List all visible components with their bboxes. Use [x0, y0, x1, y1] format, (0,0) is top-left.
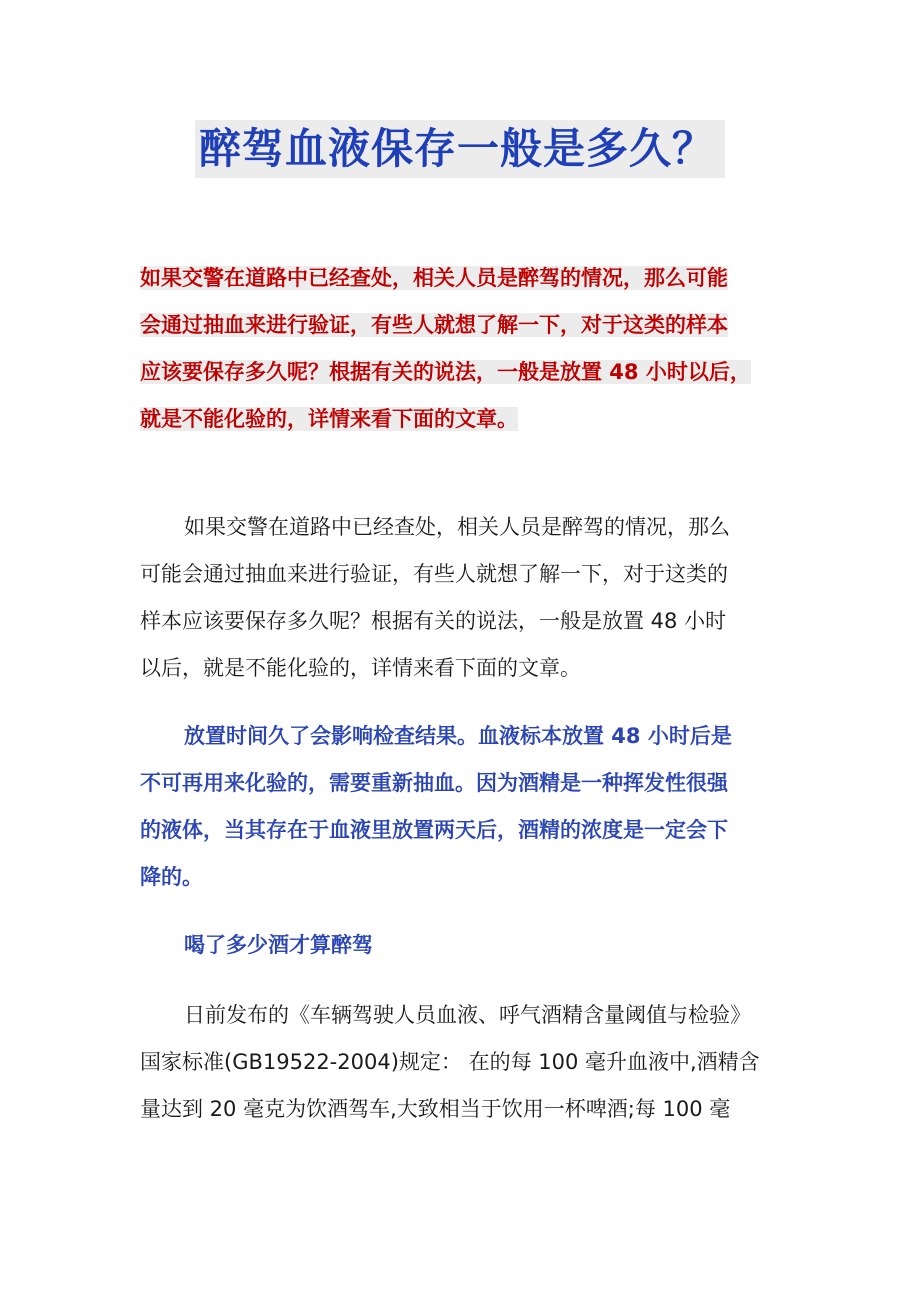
paragraph-line: 量达到 20 毫克为饮酒驾车,大致相当于饮用一杯啤酒;每 100 毫 [140, 1097, 731, 1121]
summary-line-text: 会通过抽血来进行验证，有些人就想了解一下，对于这类的样本 [140, 313, 728, 337]
paragraph-line: 如果交警在道路中已经查处，相关人员是醉驾的情况，那么 [184, 515, 730, 539]
page-title: 醉驾血液保存一般是多久？ [195, 120, 725, 178]
summary-line-text: 如果交警在道路中已经查处，相关人员是醉驾的情况，那么可能 [140, 266, 728, 290]
summary-line-text: 就是不能化验的，详情来看下面的文章。 [140, 407, 518, 431]
paragraph-line: 放置时间久了会影响检查结果。血液标本放置 48 小时后是 [184, 724, 732, 748]
summary-line [140, 255, 785, 302]
paragraph-line: 国家标准(GB19522-2004)规定： 在的每 100 毫升血液中,酒精含 [140, 1050, 760, 1074]
paragraph-line: 日前发布的《车辆驾驶人员血液、呼气酒精含量阈值与检验》 [184, 1003, 751, 1027]
paragraph-line: 降的。 [140, 865, 203, 889]
title-container [0, 120, 920, 178]
summary-line [140, 349, 785, 396]
section-heading-text: 喝了多少酒才算醉驾 [184, 933, 373, 957]
summary-line [140, 302, 785, 349]
summary-line-text: 应该要保存多久呢？根据有关的说法，一般是放置 48 小时以后， [140, 360, 751, 384]
paragraph-line: 可能会通过抽血来进行验证，有些人就想了解一下，对于这类的 [140, 562, 728, 586]
body-paragraph-storage-time [140, 713, 785, 901]
paragraph-line: 以后，就是不能化验的，详情来看下面的文章。 [140, 656, 581, 680]
body-paragraph-intro [140, 504, 785, 692]
paragraph-line: 不可再用来化验的，需要重新抽血。因为酒精是一种挥发性很强 [140, 771, 728, 795]
paragraph-line: 样本应该要保存多久呢？根据有关的说法，一般是放置 48 小时 [140, 609, 727, 633]
paragraph-line: 的液体，当其存在于血液里放置两天后，酒精的浓度是一定会下 [140, 818, 728, 842]
body-paragraph-standard [140, 992, 785, 1133]
summary-line [140, 396, 785, 443]
section-heading [140, 922, 785, 969]
summary-paragraph [140, 255, 785, 443]
